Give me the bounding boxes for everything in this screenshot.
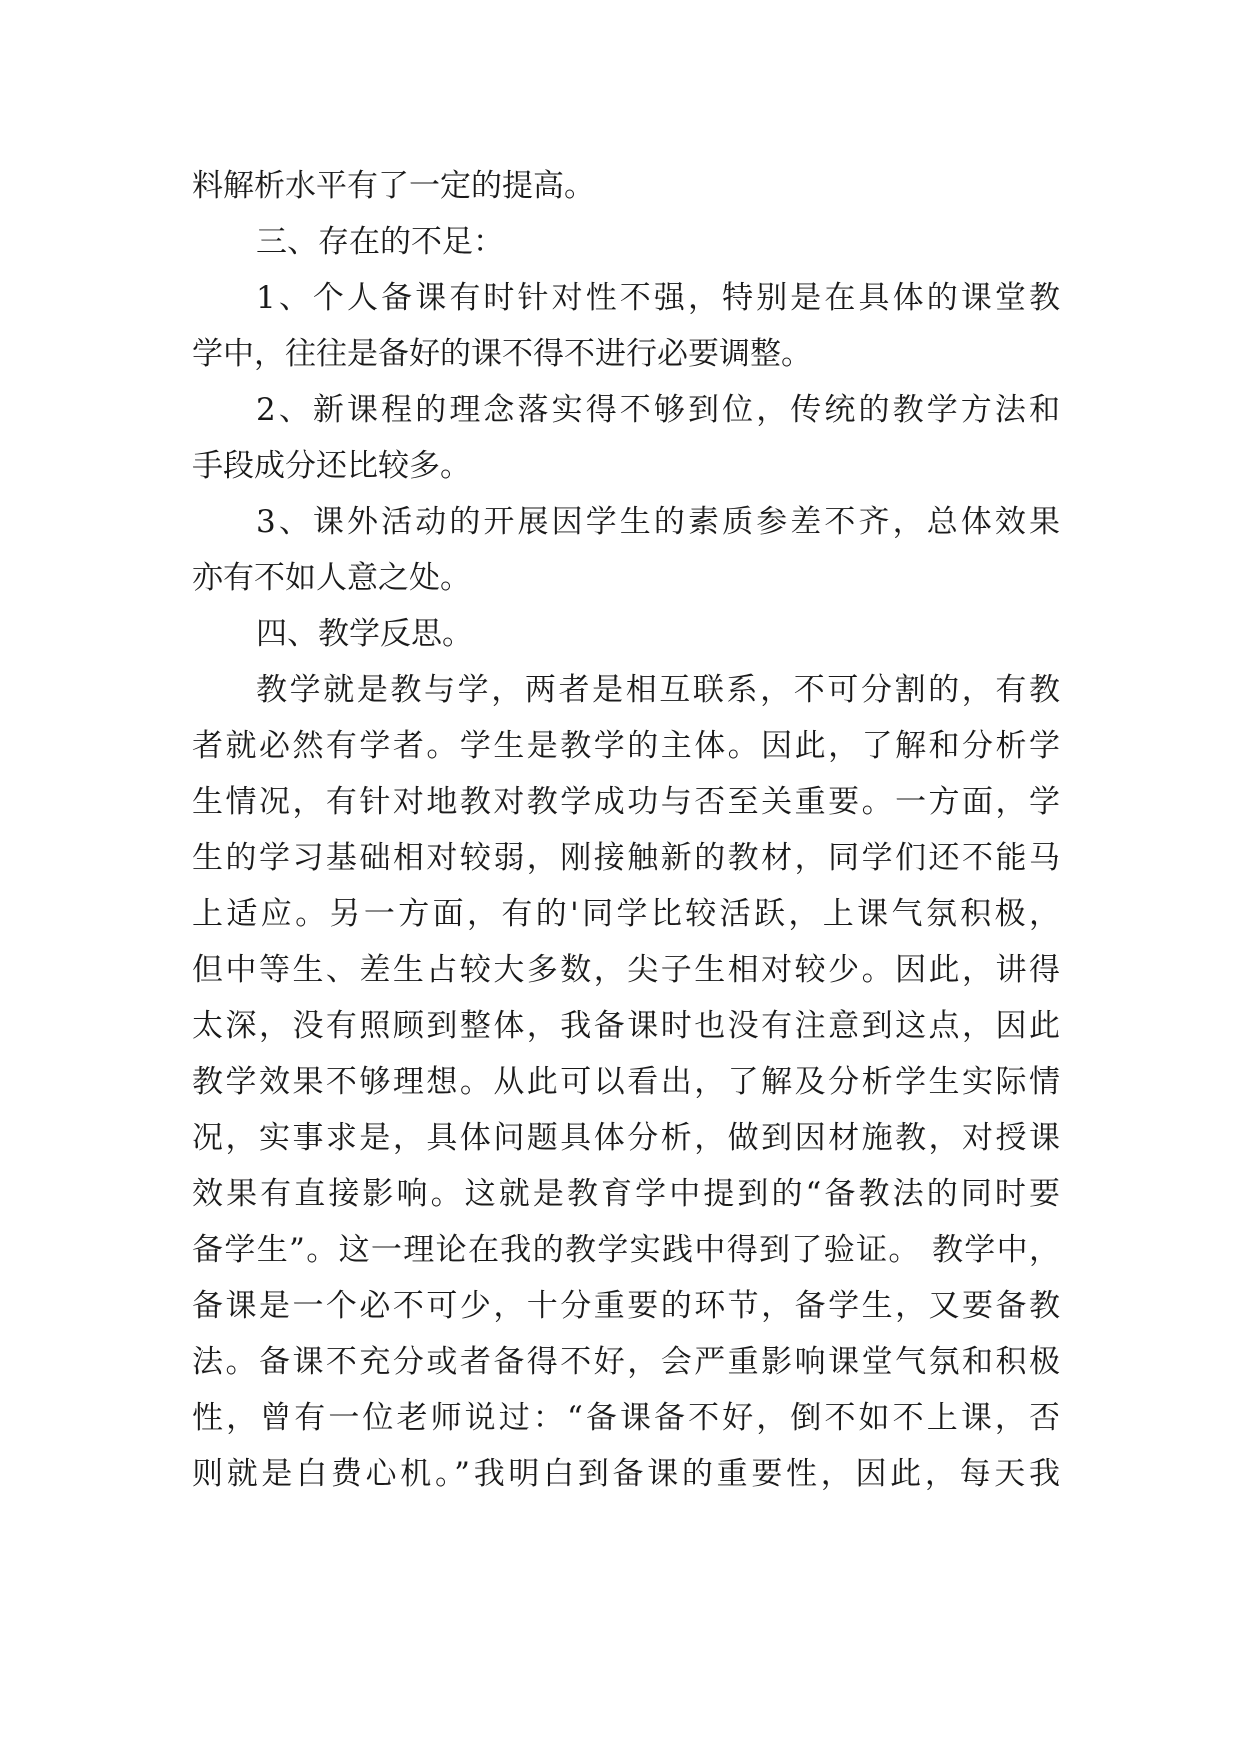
text-line: 教学效果不够理想。从此可以看出，了解及分析学生实际情 <box>192 1064 1060 1100</box>
text-line: 效果有直接影响。这就是教育学中提到的“备教法的同时要 <box>192 1176 1060 1212</box>
text-line: 生情况，有针对地教对教学成功与否至关重要。一方面，学 <box>192 784 1060 820</box>
text-line: 法。备课不充分或者备得不好，会严重影响课堂气氛和积极 <box>192 1344 1060 1380</box>
text-line: 学中，往往是备好的课不得不进行必要调整。 <box>192 336 812 372</box>
text-line: 2、新课程的理念落实得不够到位，传统的教学方法和 <box>256 392 1060 428</box>
section-heading: 三、存在的不足： <box>256 224 504 260</box>
text-line: 况，实事求是，具体问题具体分析，做到因材施教，对授课 <box>192 1120 1060 1156</box>
text-line: 太深，没有照顾到整体，我备课时也没有注意到这点，因此 <box>192 1008 1060 1044</box>
text-line: 教学就是教与学，两者是相互联系，不可分割的，有教 <box>256 672 1060 708</box>
text-line: 1、个人备课有时针对性不强，特别是在具体的课堂教 <box>256 280 1060 316</box>
text-line: 则就是白费心机。”我明白到备课的重要性，因此，每天我 <box>192 1456 1060 1492</box>
text-line: 备学生”。这一理论在我的教学实践中得到了验证。 教学中， <box>192 1232 1060 1268</box>
text-line: 性，曾有一位老师说过：“备课备不好，倒不如不上课，否 <box>192 1400 1060 1436</box>
section-heading: 四、教学反思。 <box>256 616 473 652</box>
text-line: 3、课外活动的开展因学生的素质参差不齐，总体效果 <box>256 504 1060 540</box>
text-line: 者就必然有学者。学生是教学的主体。因此，了解和分析学 <box>192 728 1060 764</box>
text-line: 上适应。另一方面，有的'同学比较活跃，上课气氛积极， <box>192 896 1060 932</box>
text-line: 亦有不如人意之处。 <box>192 560 471 596</box>
text-line: 但中等生、差生占较大多数，尖子生相对较少。因此，讲得 <box>192 952 1060 988</box>
text-line: 料解析水平有了一定的提高。 <box>192 168 595 204</box>
text-line: 生的学习基础相对较弱，刚接触新的教材，同学们还不能马 <box>192 840 1060 876</box>
text-line: 手段成分还比较多。 <box>192 448 471 484</box>
text-line: 备课是一个必不可少，十分重要的环节，备学生，又要备教 <box>192 1288 1060 1324</box>
